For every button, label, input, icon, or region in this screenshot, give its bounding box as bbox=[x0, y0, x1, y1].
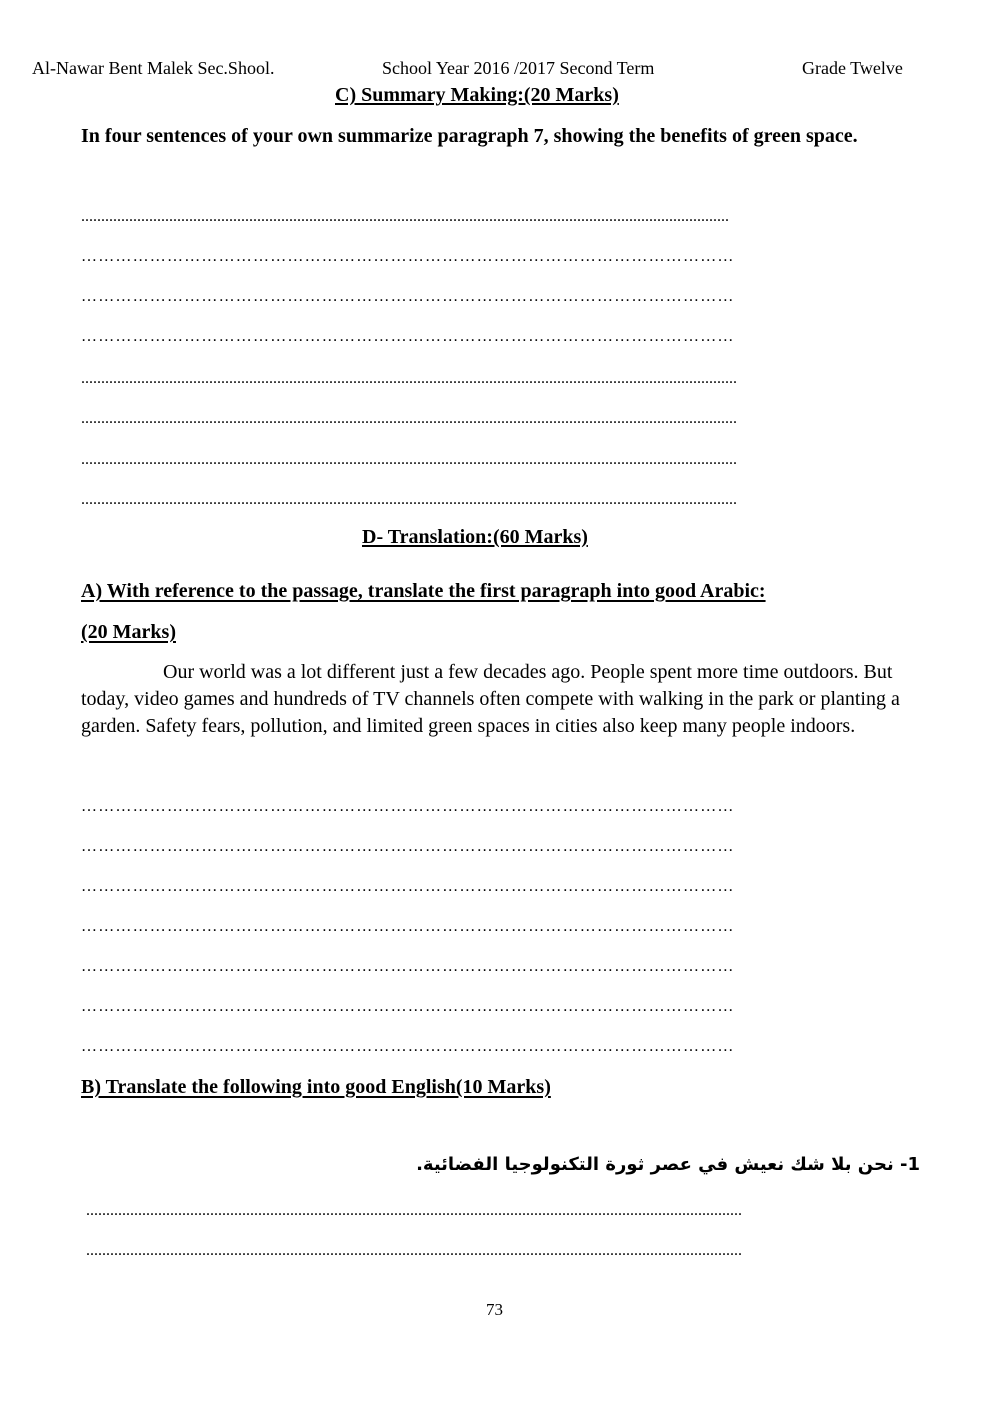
answer-line[interactable]: .................................................................................................................................................................... bbox=[81, 491, 737, 508]
part-a-marks: (20 Marks) bbox=[81, 621, 176, 643]
answer-line[interactable]: …………………………………………………………………………………………………… bbox=[81, 1038, 735, 1055]
answer-line[interactable]: …………………………………………………………………………………………………… bbox=[81, 248, 735, 265]
answer-line[interactable]: …………………………………………………………………………………………………… bbox=[81, 918, 735, 935]
answer-line[interactable]: .................................................................................................................................................................. bbox=[81, 208, 729, 225]
section-c-title: C) Summary Making:(20 Marks) bbox=[335, 84, 619, 106]
answer-line[interactable]: …………………………………………………………………………………………………… bbox=[81, 798, 735, 815]
answer-line[interactable]: …………………………………………………………………………………………………… bbox=[81, 328, 735, 345]
answer-line[interactable]: …………………………………………………………………………………………………… bbox=[81, 998, 735, 1015]
answer-line[interactable]: .................................................................................................................................................................... bbox=[81, 410, 737, 427]
answer-line[interactable]: …………………………………………………………………………………………………… bbox=[81, 288, 735, 305]
section-c-prompt: In four sentences of your own summarize paragraph 7, showing the benefits of green space. bbox=[81, 125, 858, 147]
header-school: Al-Nawar Bent Malek Sec.Shool. bbox=[32, 58, 275, 78]
part-b-heading: B) Translate the following into good English(10 Marks) bbox=[81, 1076, 551, 1098]
answer-line[interactable]: …………………………………………………………………………………………………… bbox=[81, 838, 735, 855]
page-number: 73 bbox=[486, 1300, 503, 1319]
answer-line[interactable]: …………………………………………………………………………………………………… bbox=[81, 958, 735, 975]
answer-line[interactable]: .................................................................................................................................................................... bbox=[86, 1202, 742, 1219]
section-d-title: D- Translation:(60 Marks) bbox=[362, 526, 588, 548]
part-a-heading: A) With reference to the passage, translate the first paragraph into good Arabic: bbox=[81, 580, 766, 602]
header-grade: Grade Twelve bbox=[802, 58, 903, 78]
header-school-year: School Year 2016 /2017 Second Term bbox=[382, 58, 655, 78]
answer-line[interactable]: .................................................................................................................................................................... bbox=[86, 1242, 742, 1259]
answer-line[interactable]: .................................................................................................................................................................... bbox=[81, 370, 737, 387]
arabic-sentence-1: 1- نحن بلا شك نعيش في عصر ثورة التكنولوجيا الفضائية. bbox=[416, 1154, 920, 1175]
passage-paragraph: Our world was a lot different just a few decades ago. People spent more time outdoors. But today, video games and hundreds of TV channels often compete with walking in the park or planting a garden. Safety fears, pollution, and limited green spaces in cities also keep many people indoors. bbox=[81, 661, 900, 737]
answer-line[interactable]: …………………………………………………………………………………………………… bbox=[81, 878, 735, 895]
answer-line[interactable]: .................................................................................................................................................................... bbox=[81, 451, 737, 468]
